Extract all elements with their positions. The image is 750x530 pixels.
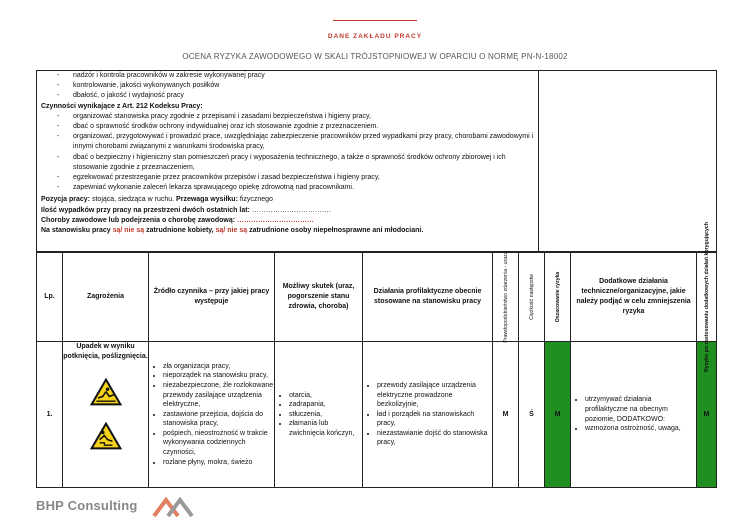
job-description-table	[36, 70, 717, 252]
row-effects	[275, 342, 363, 488]
duties-list-top	[41, 71, 538, 102]
duty-item: - dbać o bezpieczny i higieniczny stan pomieszczeń pracy i wyposażenia technicznego, a także o sprawność środków ochrony zbiorowej i ich stosowanie zgodnie z przeznaczeniem,	[41, 153, 538, 173]
company-logo	[36, 496, 186, 518]
duty-item: - zapewniać wykonanie zaleceń lekarza sprawującego opiekę zdrowotną nad pracownikami.	[41, 183, 538, 193]
list-item: • pośpiech, nieostrożność w trakcie wykonywania codziennych czynności,	[163, 429, 274, 458]
header-effect: Możliwy skutek (uraz, pogorszenie stanu zdrowia, choroba)	[275, 253, 363, 342]
job-description-cell	[37, 71, 539, 252]
employment-line: Na stanowisku pracy są/ nie są zatrudnione kobiety, są/ nie są zatrudnione osoby niepełnosprawne ani młodociani.	[41, 227, 424, 235]
list-item: • otarcia,	[289, 391, 362, 401]
duty-item: - kontrolowanie, jakości wykonywanych posiłków	[41, 81, 538, 91]
row-sources	[149, 342, 275, 488]
header-source: Źródło czynnika – przy jakiej pracy występuje	[149, 253, 275, 342]
list-item: • niezabezpieczone, źle rozlokowane przewody zasilające urządzenia elektryczne,	[163, 381, 274, 410]
row-hazard: Upadek w wyniku potknięcia, poślizgnięcia.	[63, 342, 149, 488]
row-probability: M	[493, 342, 519, 488]
logo-chevrons-icon	[152, 496, 196, 518]
duties-list-art	[41, 112, 538, 194]
row-additional	[571, 342, 697, 488]
header-actions: Działania profilaktyczne obecnie stosowane na stanowisku pracy	[363, 253, 493, 342]
list-item: • niezastawianie dojść do stanowiska pracy,	[377, 429, 492, 448]
header-risk: Oszacowanie ryzyka	[545, 253, 571, 342]
empty-right-cell	[539, 71, 717, 252]
list-item: • ład i porządek na stanowiskach pracy,	[377, 410, 492, 429]
row-lp: 1.	[37, 342, 63, 488]
table-header-row	[37, 253, 717, 342]
trip-warning-icon	[90, 422, 122, 450]
list-item: • wzmożona ostrożność, uwaga,	[585, 424, 696, 434]
header-divider	[333, 20, 417, 21]
row-actions	[363, 342, 493, 488]
list-item: • rozlane płyny, mokra, świeżo	[163, 458, 274, 468]
list-item: • przewody zasilające urządzenia elektryczne prowadzone bezkolizyjnie,	[377, 381, 492, 410]
list-item: • zła organizacja pracy,	[163, 362, 274, 372]
list-item: • zastawione przejścia, dojścia do stanowiska pracy,	[163, 410, 274, 429]
row-risk-after: M	[697, 342, 717, 488]
list-item: • utrzymywać działania profilaktyczne na obecnym poziomie, DODATKOWO:	[585, 395, 696, 424]
document-title: OCENA RYZYKA ZAWODOWEGO W SKALI TRÓJSTOPNIOWEJ W OPARCIU O NORMĘ PN-N-18002	[182, 52, 568, 61]
header-additional: Dodatkowe działania techniczne/organizacyjne, jakie należy podjąć w celu zmniejszenia ryzyka	[571, 253, 697, 342]
list-item: • stłuczenia,	[289, 410, 362, 420]
table-row	[37, 342, 717, 488]
duty-item: - dbałość, o jakość i wydajność pracy	[41, 91, 538, 101]
duty-item: - nadzór i kontrola pracowników w zakresie wykonywanej pracy	[41, 71, 538, 81]
header-risk-after: Ryzyko po zastosowaniu dodatkowych działań korygujących	[697, 253, 717, 342]
row-severity: Ś	[519, 342, 545, 488]
diseases-line: Choroby zawodowe lub podejrzenia o chorobę zawodową: ……………………………	[41, 216, 315, 224]
duty-item: - dbać o sprawność środków ochrony indywidualnej oraz ich stosowanie zgodnie z przeznaczeniem.	[41, 122, 538, 132]
work-position-line: Pozycja pracy: stojąca, siedząca w ruchu. Przewaga wysiłku: fizycznego	[41, 196, 273, 204]
list-item: • zadrapania,	[289, 400, 362, 410]
header-hazard: Zagrożenia	[63, 253, 149, 342]
row-risk: M	[545, 342, 571, 488]
duty-item: - egzekwować przestrzeganie przez pracowników przepisów i zasad bezpieczeństwa i higieny pracy,	[41, 173, 538, 183]
header-severity: Ciężkość następstw	[519, 253, 545, 342]
duty-item: - organizować stanowiska pracy zgodnie z przepisami i zasadami bezpieczeństwa i higieny pracy,	[41, 112, 538, 122]
header-lp: Lp.	[37, 253, 63, 342]
art-212-heading: Czynności wynikające z Art. 212 Kodeksu Pracy:	[41, 102, 203, 110]
duty-item: - organizować, przygotowywać i prowadzić prace, uwzględniając zabezpieczenie pracowników przed wypadkami przy pracy, chorobami zawodowymi i innymi chorobami związanymi z warunkami środowiska pracy,	[41, 132, 538, 152]
company-header: DANE ZAKŁADU PRACY	[327, 33, 423, 40]
accidents-line: Ilość wypadków przy pracy na przestrzeni dwóch ostatnich lat: …………………………….	[41, 206, 331, 214]
slip-warning-icon	[90, 378, 122, 406]
header-probability: Prawdopodobieństwo zdarzenia - urazu	[493, 253, 519, 342]
logo-text: BHP Consulting	[36, 498, 138, 513]
list-item: • złamania lub zwichnięcia kończyn,	[289, 419, 362, 438]
list-item: • nieporządek na stanowisku pracy,	[163, 371, 274, 381]
